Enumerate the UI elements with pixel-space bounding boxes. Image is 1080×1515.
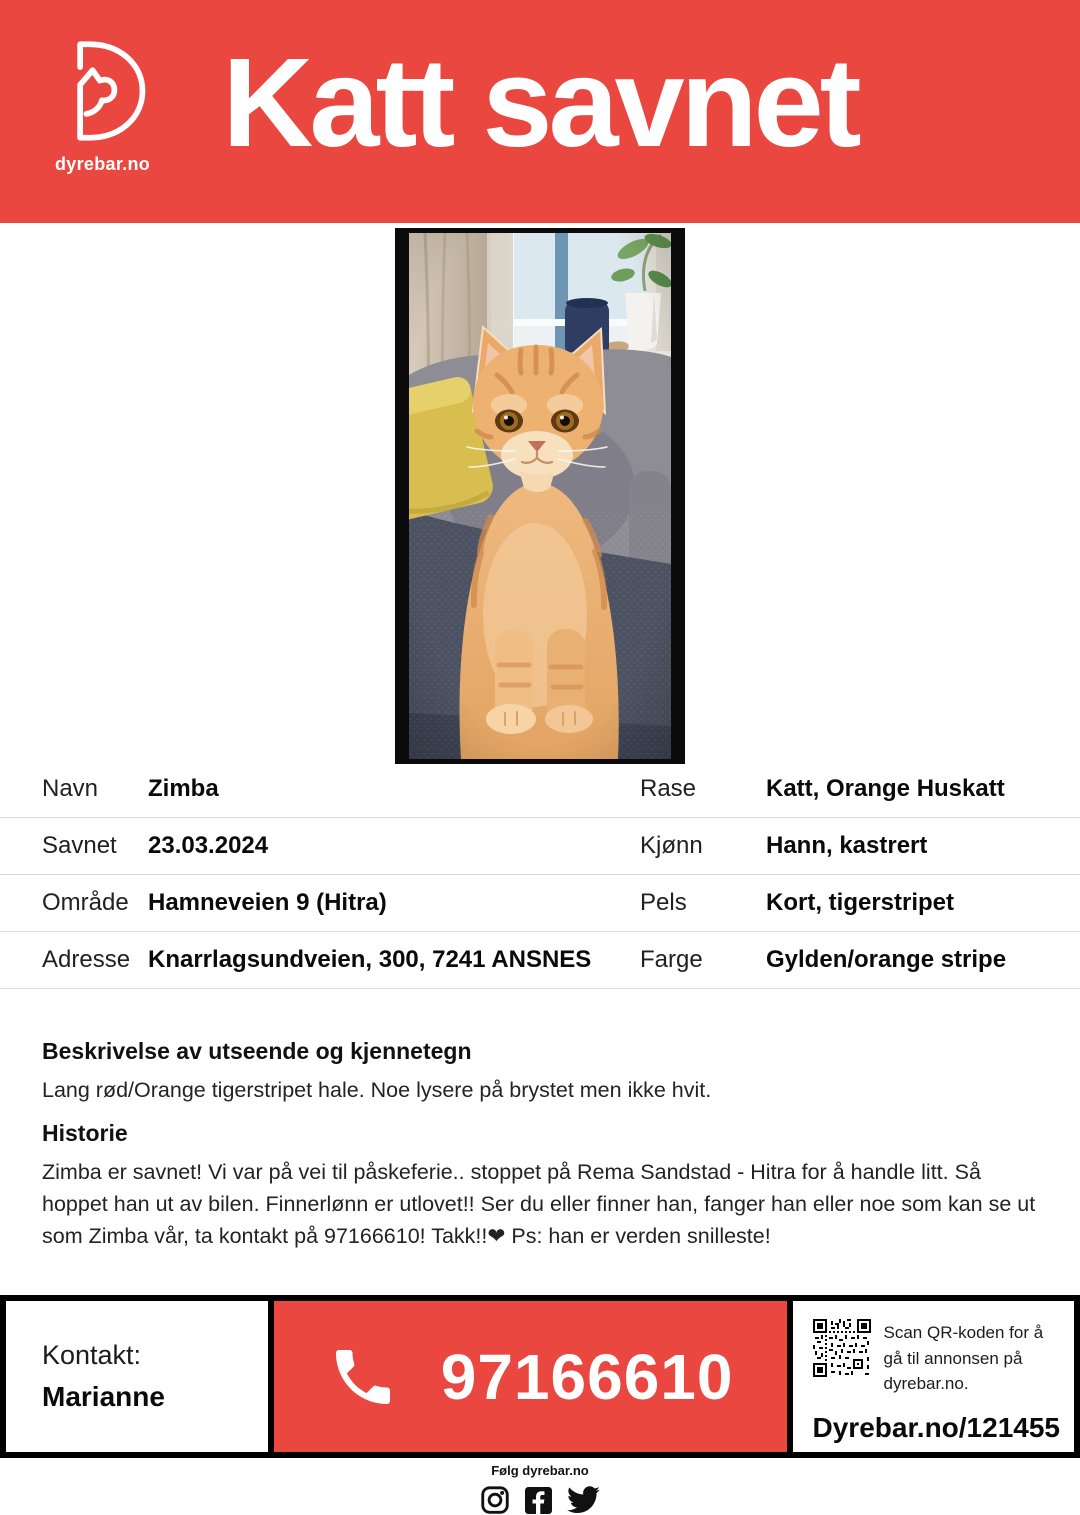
table-row <box>0 761 1080 818</box>
detail-value: Hamneveien 9 (Hitra) <box>148 889 387 916</box>
history-heading: Historie <box>42 1120 128 1146</box>
detail-label: Savnet <box>42 832 117 859</box>
details-table <box>0 761 1080 989</box>
phone-number: 97166610 <box>440 1340 734 1413</box>
twitter-icon <box>567 1486 600 1515</box>
cat-photo <box>395 228 685 764</box>
cat-photo-illustration <box>409 233 671 759</box>
description-section <box>42 1038 1042 1106</box>
detail-value: 23.03.2024 <box>148 832 269 859</box>
detail-value: Gylden/orange stripe <box>766 946 1007 973</box>
detail-label: Pels <box>640 889 687 916</box>
qr-code <box>813 1319 871 1377</box>
brand-domain: dyrebar.no <box>55 154 151 174</box>
phone-icon <box>327 1341 399 1413</box>
detail-label: Kjønn <box>640 832 703 859</box>
table-row <box>0 875 1080 932</box>
detail-value: Knarrlagsundveien, 300, 7241 ANSNES <box>148 946 592 973</box>
contact-box <box>6 1301 268 1452</box>
detail-label: Farge <box>640 946 703 973</box>
table-row <box>0 818 1080 875</box>
header-banner <box>0 0 1080 223</box>
description-text: Lang rød/Orange tigerstripet hale. Noe lysere på brystet men ikke hvit. <box>42 1078 712 1102</box>
history-text: Zimba er savnet! Vi var på vei til påskeferie.. stoppet på Rema Sandstad - Hitra for å handle litt. Så hoppet han ut av bilen. Finnerlønn er utlovet!! Ser du eller finner han, fanger han eller noe som kan se ut som Zimba vår, ta kontakt på 97166610! Takk!!❤ Ps: han er verden snilleste! <box>42 1160 1036 1248</box>
instagram-icon <box>480 1485 510 1515</box>
phone-box <box>268 1301 793 1452</box>
ad-url: Dyrebar.no/121455 <box>812 1411 1060 1443</box>
detail-label: Navn <box>42 775 99 802</box>
contact-name: Marianne <box>42 1381 165 1412</box>
detail-value: Hann, kastrert <box>766 832 928 859</box>
detail-value: Zimba <box>148 775 219 802</box>
footer <box>0 1458 1080 1515</box>
description-heading: Beskrivelse av utseende og kjennetegn <box>42 1038 472 1064</box>
detail-value: Katt, Orange Huskatt <box>766 775 1005 802</box>
history-section <box>42 1120 1042 1252</box>
table-row <box>0 932 1080 989</box>
qr-instructions: Scan QR-koden for å gå til annonsen på dyrebar.no. <box>883 1323 1044 1393</box>
qr-box <box>793 1301 1075 1452</box>
social-icons <box>0 1485 1080 1515</box>
detail-label: Adresse <box>42 946 131 973</box>
page-title: Katt savnet <box>222 32 858 173</box>
detail-label: Rase <box>640 775 697 802</box>
contact-label: Kontakt: <box>42 1340 142 1370</box>
detail-value: Kort, tigerstripet <box>766 889 955 916</box>
contact-bar <box>0 1295 1080 1458</box>
follow-label: Følg dyrebar.no <box>491 1463 589 1478</box>
detail-label: Område <box>42 889 129 916</box>
facebook-icon <box>525 1487 552 1514</box>
